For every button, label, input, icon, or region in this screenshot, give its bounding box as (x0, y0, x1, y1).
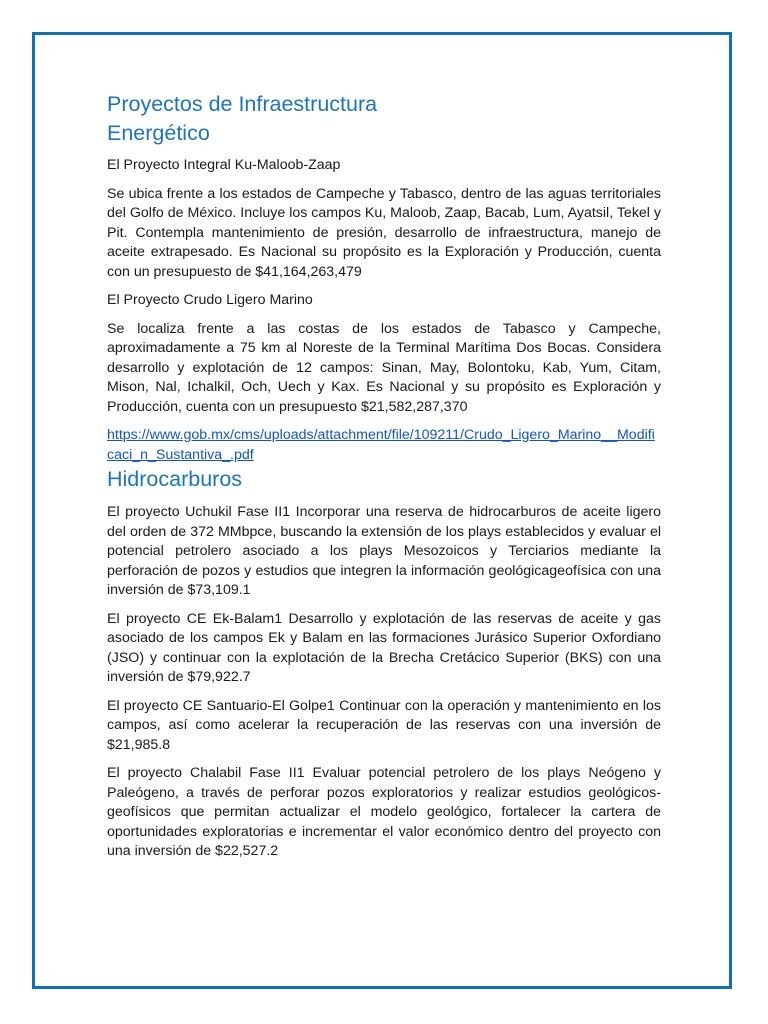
hidrocarburos-paragraph: El proyecto Uchukil Fase II1 Incorporar una reserva de hidrocarburos de aceite ligero del orden de 372 MMbpce, buscando la extensión de los plays establecidos y evaluar el potencial petrolero asociado a los plays Mesozoicos y Terciarios mediante la perforación de pozos y estudios que integren la información geológicageofísica con una inversión de $73,109.1 (107, 504, 661, 598)
project-name: El Proyecto Integral Ku-Maloob-Zaap (107, 157, 341, 173)
document-body (107, 90, 661, 862)
project-name: El Proyecto Crudo Ligero Marino (107, 292, 313, 308)
document-title: Proyectos de Infraestructura (107, 92, 378, 116)
hidrocarburos-paragraph: El proyecto CE Santuario-El Golpe1 Continuar con la operación y mantenimiento en los campos, así como acelerar la recuperación de las reservas con una inversión de $21,985.8 (107, 697, 661, 753)
project-description: Se localiza frente a las costas de los estados de Tabasco y Campeche, aproximadamente a 75 km al Noreste de la Terminal Marítima Dos Bocas. Considera desarrollo y explotación de 12 campos: Sinan, May, Bolontoku, Kab, Yum, Citam, Mison, Nal, Ichalkil, Och, Uech y Kax. Es Nacional y su propósito es Exploración y Producción, cuenta con un presupuesto $21,582,287,370 (107, 320, 661, 415)
document-link[interactable]: https://www.gob.mx/cms/uploads/attachment/file/109211/Crudo_Ligero_Marino__Modificaci_n_Sustantiva_.pdf (107, 427, 655, 463)
section-heading-hidrocarburos: Hidrocarburos (107, 467, 243, 491)
hidrocarburos-paragraph: El proyecto CE Ek-Balam1 Desarrollo y explotación de las reservas de aceite y gas asociado de los campos Ek y Balam en las formaciones Jurásico Superior Oxfordiano (JSO) y continuar con la explotación de la Brecha Cretácico Superior (BKS) con una inversión de $79,922.7 (107, 610, 661, 685)
project-description: Se ubica frente a los estados de Campeche y Tabasco, dentro de las aguas territoriales del Golfo de México. Incluye los campos Ku, Maloob, Zaap, Bacab, Lum, Ayatsil, Tekel y Pit. Contempla mantenimiento de presión, desarrollo de infraestructura, manejo de aceite extrapesado. Es Nacional su propósito es la Exploración y Producción, cuenta con un presupuesto de $41,164,263,479 (107, 185, 661, 280)
section-heading-energetico: Energético (107, 121, 210, 145)
hidrocarburos-paragraph: El proyecto Chalabil Fase II1 Evaluar potencial petrolero de los plays Neógeno y Paleógeno, a través de perforar pozos exploratorios y realizar estudios geológicos-geofísicos que permitan actualizar el modelo geológico, fortalecer la cartera de oportunidades exploratorias e incrementar el valor económico dentro del proyecto con una inversión de $22,527.2 (107, 765, 661, 859)
